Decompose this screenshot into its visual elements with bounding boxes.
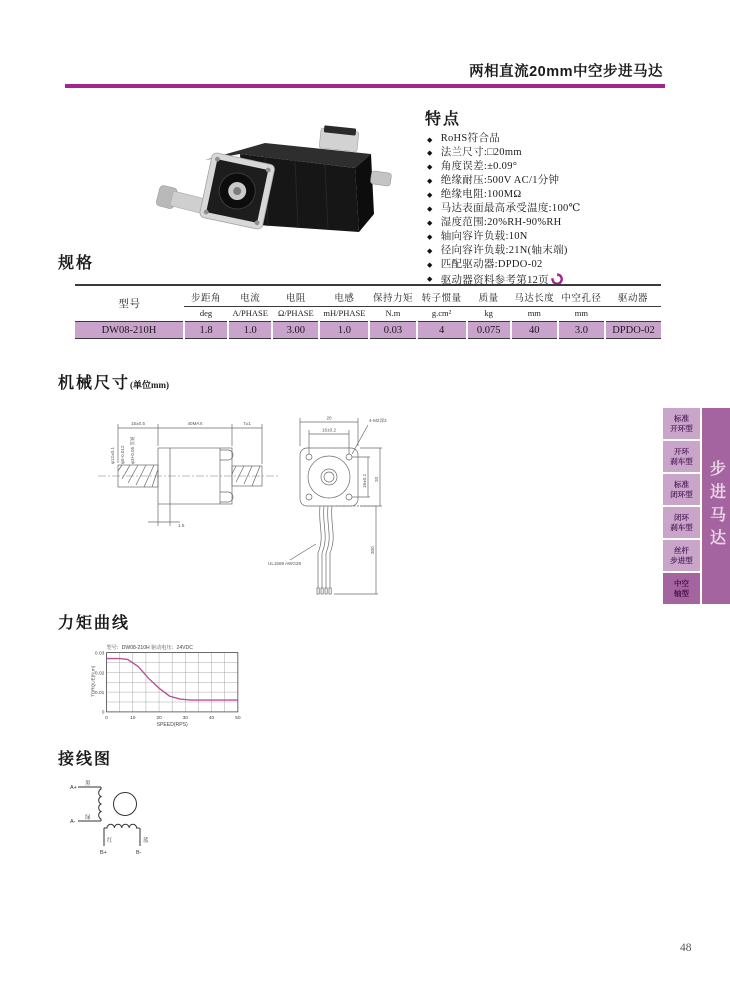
- diamond-bullet-icon: ◆: [427, 149, 433, 158]
- svg-text:20: 20: [374, 476, 379, 482]
- col-unit: g.cm²: [417, 307, 467, 322]
- motor-image: [145, 110, 400, 250]
- diamond-bullet-icon: ◆: [427, 233, 433, 242]
- svg-text:B-: B-: [136, 850, 142, 856]
- svg-text:0: 0: [105, 715, 108, 721]
- svg-text:B+: B+: [100, 850, 107, 856]
- svg-text:300: 300: [370, 546, 375, 554]
- product-photo: [145, 110, 400, 250]
- svg-text:40MAX: 40MAX: [187, 421, 203, 426]
- feature-text: 角度误差:±0.09°: [440, 160, 518, 172]
- feature-item: [425, 189, 675, 202]
- wiring-diagram: [68, 778, 194, 873]
- feature-item: [425, 161, 675, 174]
- cell-value: 1.0: [228, 322, 272, 339]
- col-header: 步距角: [184, 285, 228, 307]
- mech-title: 机械尺寸(单位mm): [58, 375, 170, 392]
- chart-ylabel: TORQUE(N.m): [90, 665, 96, 698]
- col-header: 电感: [319, 285, 369, 307]
- svg-text:40: 40: [208, 715, 215, 721]
- sidebar-tab-standard-open-loop[interactable]: 标准 开环型: [663, 408, 700, 439]
- svg-text:1.5: 1.5: [178, 523, 185, 528]
- diamond-bullet-icon: ◆: [427, 219, 433, 228]
- diamond-bullet-icon: ◆: [427, 191, 433, 200]
- feature-item: [425, 231, 675, 244]
- col-header: 质量: [467, 285, 511, 307]
- col-header: 保持力矩: [369, 285, 416, 307]
- col-header: 驱动器: [605, 285, 661, 307]
- cell-value: 1.8: [184, 322, 228, 339]
- sidebar-tab-column: [663, 408, 700, 606]
- cell-value: DPDO-02: [605, 322, 661, 339]
- col-header: 马达长度: [511, 285, 558, 307]
- svg-text:0.02: 0.02: [94, 671, 105, 677]
- feature-item: [425, 217, 675, 230]
- features-title: 特点: [425, 111, 462, 128]
- feature-text: 径向容许负载:21N(轴末端): [440, 244, 568, 256]
- feature-item: [425, 175, 675, 188]
- col-unit: A/PHASE: [228, 307, 272, 322]
- rotor-circle: [114, 793, 137, 816]
- features-section: [425, 106, 675, 289]
- diamond-bullet-icon: ◆: [427, 261, 433, 270]
- diamond-bullet-icon: ◆: [427, 205, 433, 214]
- svg-text:7±1: 7±1: [243, 421, 251, 426]
- col-header: 电阻: [272, 285, 319, 307]
- torque-title: 力矩曲线: [58, 615, 131, 632]
- col-unit: [605, 307, 661, 322]
- sidebar-group-tab-stepper-motor[interactable]: 步进马达: [702, 408, 730, 604]
- feature-item: [425, 133, 675, 146]
- svg-text:φ3+0.05 贯通: φ3+0.05 贯通: [130, 436, 135, 464]
- feature-text: RoHS符合品: [440, 133, 500, 144]
- feature-text: 法兰尺寸:□20mm: [440, 146, 522, 158]
- feature-text: 湿度范围:20%RH-90%RH: [440, 216, 562, 228]
- svg-text:红: 红: [107, 838, 113, 844]
- col-unit: mm: [511, 307, 558, 322]
- cell-value: 40: [511, 322, 558, 339]
- diamond-bullet-icon: ◆: [427, 163, 433, 172]
- svg-text:φ12±0.1: φ12±0.1: [110, 447, 115, 464]
- driver-ref-text: 驱动器资料参考第12页: [441, 273, 563, 288]
- col-header: 电流: [228, 285, 272, 307]
- sidebar-tab-standard-closed-loop[interactable]: 标准 闭环型: [663, 474, 700, 505]
- col-unit: N.m: [369, 307, 416, 322]
- sidebar-tab-open-loop-brake[interactable]: 开环 刹车型: [663, 441, 700, 472]
- svg-text:16±0.2: 16±0.2: [321, 427, 337, 433]
- svg-text:0.01: 0.01: [94, 691, 105, 697]
- col-unit: deg: [184, 307, 228, 322]
- svg-text:A-: A-: [70, 819, 76, 825]
- spec-header-row: [75, 285, 661, 307]
- specs-table: [75, 284, 661, 339]
- svg-text:绿: 绿: [85, 815, 91, 821]
- diamond-bullet-icon: ◆: [427, 247, 433, 256]
- svg-text:10: 10: [130, 715, 136, 721]
- feature-item: [425, 245, 675, 258]
- svg-text:UL1569 AWG28: UL1569 AWG28: [268, 561, 302, 566]
- col-unit: mm: [558, 307, 605, 322]
- cell-value: 0.03: [369, 322, 416, 339]
- torque-chart: [62, 642, 276, 732]
- svg-text:20: 20: [326, 415, 332, 421]
- feature-item: [425, 259, 675, 272]
- cell-value: 3.00: [272, 322, 319, 339]
- cell-value: 4: [417, 322, 467, 339]
- svg-text:50: 50: [235, 715, 241, 721]
- col-header: 转子惯量: [417, 285, 467, 307]
- page-number: 48: [680, 942, 692, 954]
- sidebar-tab-closed-loop-brake[interactable]: 闭环 刹车型: [663, 507, 700, 538]
- feature-text: 绝缘电阻:100MΩ: [440, 188, 522, 200]
- chart-grid: [107, 653, 238, 712]
- sidebar-tab-hollow-shaft-active[interactable]: 中空 轴型: [663, 573, 700, 604]
- cell-model: DW08-210H: [75, 322, 184, 339]
- svg-text:0: 0: [101, 710, 105, 716]
- svg-text:A+: A+: [70, 785, 77, 791]
- svg-text:16±0.2: 16±0.2: [362, 473, 367, 488]
- col-header: 中空孔径: [558, 285, 605, 307]
- svg-text:0.03: 0.03: [94, 651, 105, 657]
- feature-text: 轴向容许负载:10N: [440, 230, 528, 242]
- svg-text:30: 30: [182, 715, 189, 721]
- col-unit: Ω/PHASE: [272, 307, 319, 322]
- sidebar-tab-leadscrew-stepper[interactable]: 丝杆 步进型: [663, 540, 700, 571]
- col-unit: kg: [467, 307, 511, 322]
- svg-text:φ5-0.012: φ5-0.012: [120, 445, 125, 464]
- svg-text:黑: 黑: [85, 781, 91, 787]
- col-unit: mH/PHASE: [319, 307, 369, 322]
- feature-text: 马达表面最高承受温度:100℃: [440, 202, 581, 214]
- feature-item: [425, 147, 675, 160]
- mechanical-drawing: [68, 408, 428, 608]
- cell-value: 1.0: [319, 322, 369, 339]
- specs-title: 规格: [58, 255, 95, 272]
- cell-value: 3.0: [558, 322, 605, 339]
- wiring-title: 接线图: [58, 751, 113, 768]
- diamond-bullet-icon: ◆: [427, 275, 433, 284]
- unit-note: (单位mm): [130, 380, 170, 390]
- feature-text: 绝缘耐压:500V AC/1分钟: [440, 174, 560, 186]
- svg-text:4-M2深3: 4-M2深3: [369, 418, 387, 423]
- svg-text:15±0.5: 15±0.5: [130, 421, 146, 426]
- svg-text:20: 20: [156, 715, 162, 721]
- chart-xlabel: SPEED(RPS): [156, 722, 188, 729]
- page-title: 两相直流20mm中空步进马达: [469, 64, 663, 80]
- svg-text:蓝: 蓝: [143, 838, 149, 844]
- col-header-model: 型号: [75, 285, 184, 322]
- diamond-bullet-icon: ◆: [427, 177, 433, 186]
- feature-item: [425, 203, 675, 216]
- diamond-bullet-icon: ◆: [427, 135, 433, 144]
- chart-info: 型号：DW08-210H 驱动电压：24VDC: [106, 645, 193, 652]
- spec-data-row: [75, 322, 661, 339]
- cell-value: 0.075: [467, 322, 511, 339]
- feature-text: 匹配驱动器:DPDO-02: [440, 258, 543, 270]
- header-accent-rule: [65, 84, 665, 88]
